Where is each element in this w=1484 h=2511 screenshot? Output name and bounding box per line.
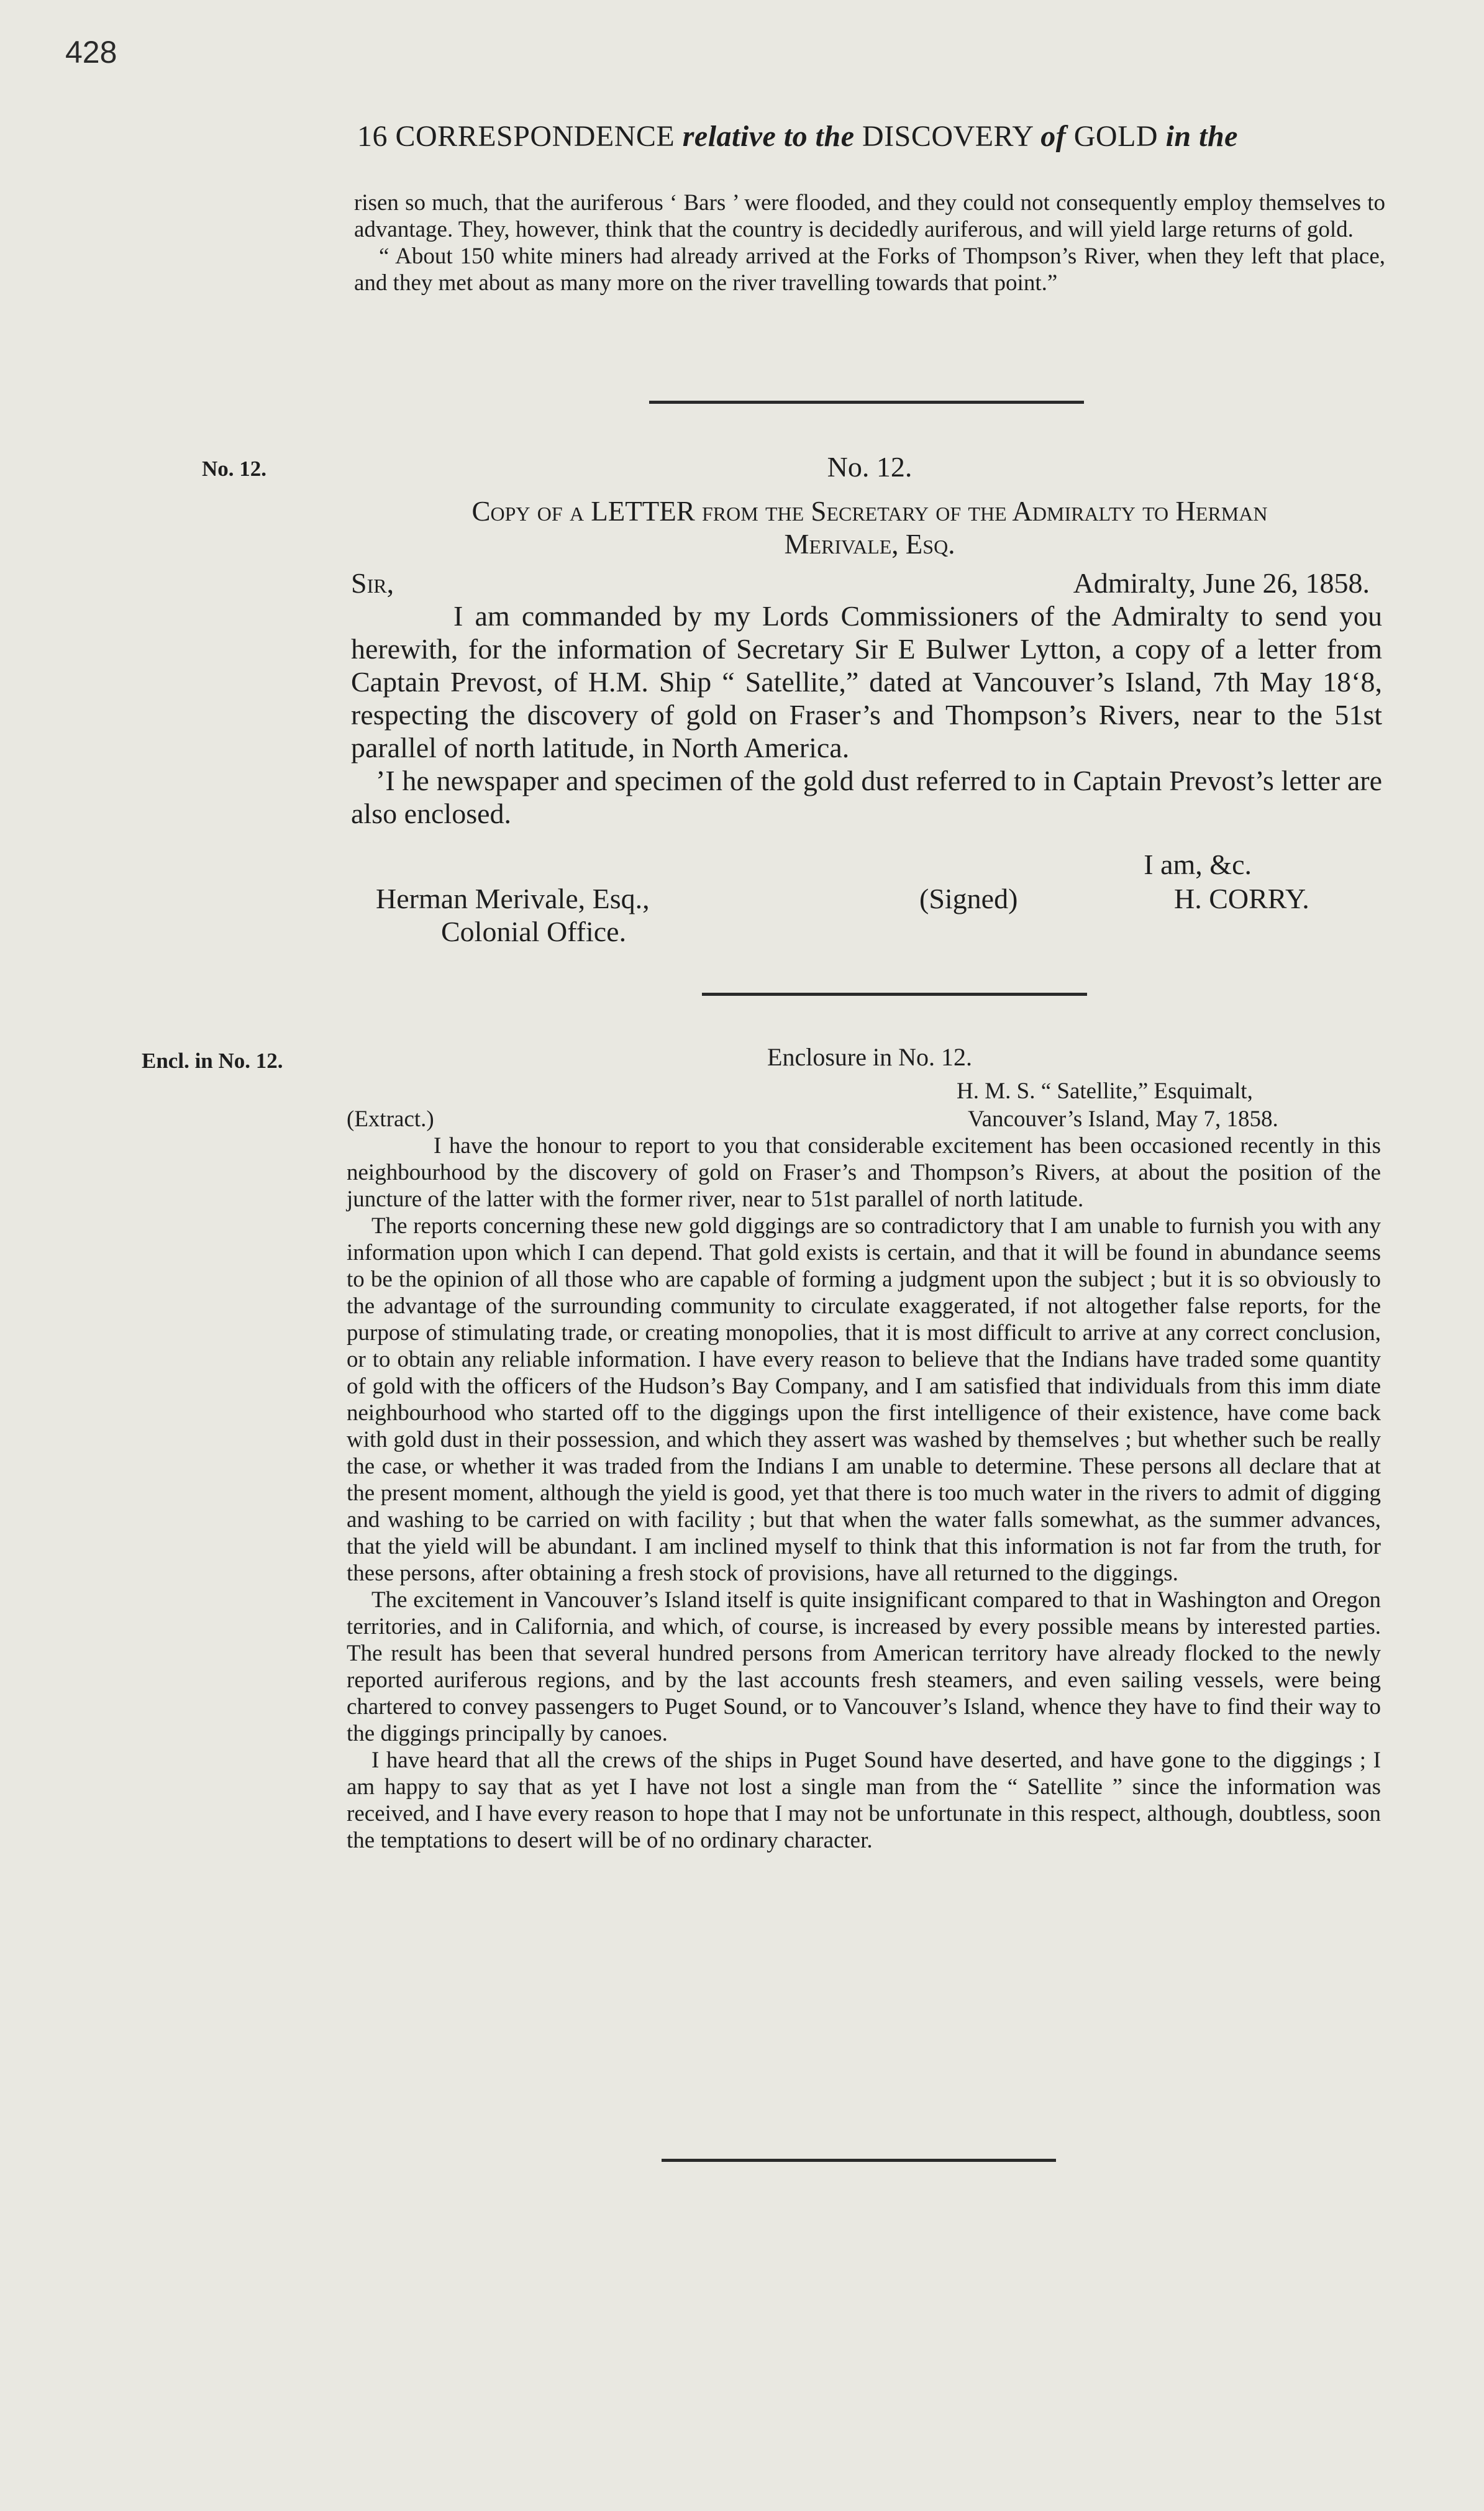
- signed-mark: (Signed): [919, 883, 1018, 914]
- scan-page-number: 428: [65, 35, 117, 70]
- margin-label-no-12: No. 12.: [202, 457, 267, 481]
- letter-body: [351, 599, 1382, 830]
- previous-paragraph-1: risen so much, that the auriferous ‘ Bars ’ were flooded, and they could not consequently employ themselves to advantage. They, however, think that the country is decidedly auriferous, and will yield large returns of gold.: [354, 190, 1385, 242]
- letter-paragraph-2: ʼI he newspaper and specimen of the gold dust referred to in Captain Prevost’s letter are also enclosed.: [351, 765, 1382, 829]
- section-divider: [649, 401, 1084, 404]
- place-date: Admiralty, June 26, 1858.: [1073, 567, 1370, 599]
- enclosure-ship-line: H. M. S. “ Satellite,” Esquimalt,: [957, 1078, 1253, 1104]
- running-head-part6: in the: [1165, 120, 1238, 153]
- enclosure-paragraph-4: I have heard that all the crews of the ships in Puget Sound have deserted, and have gone to the diggings ; I am happy to say that as yet I have not lost a single man from the “ Satellite ” since the information was received, and I have every reason to hope that I may not be unfortunate in this respect, although, doubtless, soon the temptations to desert will be of no ordinary character.: [347, 1748, 1381, 1853]
- enclosure-heading: Enclosure in No. 12.: [767, 1043, 972, 1071]
- salutation: Sir,: [351, 567, 394, 599]
- enclosure-paragraph-2: The reports concerning these new gold diggings are so contradictory that I am unable to furnish you with any information upon which I can depend. That gold exists is certain, and that it will be found in abundance seems to be the opinion of all those who are capable of forming a judgment upon the subject ; but it is so obviously to the advantage of the surrounding community to circulate exaggerated, if not altogether false reports, for the purpose of stimulating trade, or creating monopolies, that it is most difficult to arrive at any correct conclusion, or to obtain any reliable information. I have every reason to believe that the Indians have traded some quantity of gold with the officers of the Hudson’s Bay Company, and I am satisfied that individuals from this imm diate neighbourhood who started off to the diggings upon the first intelligence of their existence, have come back with gold dust in their possession, and which they assert was washed by themselves ; but whether such be really the case, or whether it was traded from the Indians I am unable to determine. These persons all declare that at the present moment, although the yield is good, yet that there is too much water in the rivers to admit of digging and washing to be carried on with facility ; but that when the water falls somewhat, as the summer advances, that the yield will be abundant. I am inclined myself to think that this information is not far from the truth, for these persons, after obtaining a fresh stock of provisions, have all returned to the diggings.: [347, 1213, 1381, 1586]
- previous-paragraph-2: “ About 150 white miners had already arrived at the Forks of Thompson’s River, when they left that place, and they met about as many more on the river travelling towards that point.”: [354, 244, 1385, 296]
- enclosure-paragraph-1: I have the honour to report to you that considerable excitement has been occasioned recently in this neighbourhood by the discovery of gold on Fraser’s and Thompson’s Rivers, at about the position of the juncture of the latter with the former river, near to 51st parallel of north latitude.: [347, 1133, 1381, 1212]
- running-head-part1: CORRESPONDENCE: [395, 120, 675, 153]
- running-head-page-number: 16: [357, 120, 388, 153]
- closing: I am, &c.: [1144, 849, 1252, 880]
- running-head: [357, 119, 1388, 153]
- end-divider: [662, 2159, 1056, 2162]
- addressee-line-2: Colonial Office.: [441, 916, 627, 947]
- letter-paragraph-1: I am commanded by my Lords Commissioners of the Admiralty to send you herewith, for the information of Secretary Sir E Bulwer Lytton, a copy of a letter from Captain Prevost, of H.M. Ship “ Satellite,” dated at Vancouver’s Island, 7th May 18ʻ8, respecting the discovery of gold on Fraser’s and Thompson’s Rivers, near to the 51st parallel of north latitude, in North America.: [351, 600, 1382, 763]
- enclosure-paragraph-3: The excitement in Vancouver’s Island itself is quite insignificant compared to that in Washington and Oregon territories, and in California, and which, of course, is increased by every possible means by interested parties. The result has been that several hundred persons from American territory have already flocked to the newly reported auriferous regions, and by the last accounts fresh steamers, and even sailing vessels, were being chartered to convey passengers to Puget Sound, or to Vancouver’s Island, whence they have to find their way to the diggings principally by canoes.: [347, 1587, 1381, 1746]
- letter-title: [354, 495, 1385, 561]
- previous-section: [354, 189, 1385, 296]
- margin-label-enclosure: Encl. in No. 12.: [142, 1049, 283, 1073]
- enclosure-extract-mark: (Extract.): [347, 1106, 434, 1132]
- running-head-part5: GOLD: [1073, 120, 1159, 153]
- running-head-part3: DISCOVERY: [862, 120, 1033, 153]
- letter-title-line-1: Copy of a LETTER from the Secretary of the Admiralty to Herman: [471, 496, 1268, 527]
- signatory: H. CORRY.: [1174, 883, 1309, 914]
- enclosure-date-line: Vancouver’s Island, May 7, 1858.: [968, 1106, 1278, 1132]
- letter-title-line-2: Merivale, Esq.: [784, 529, 955, 560]
- running-head-part4: of: [1040, 120, 1067, 153]
- enclosure-body: [347, 1132, 1381, 1854]
- running-head-part2: relative to the: [682, 120, 855, 153]
- addressee-line-1: Herman Merivale, Esq.,: [376, 883, 650, 914]
- letter-divider: [702, 993, 1087, 996]
- letter-heading: No. 12.: [827, 451, 913, 483]
